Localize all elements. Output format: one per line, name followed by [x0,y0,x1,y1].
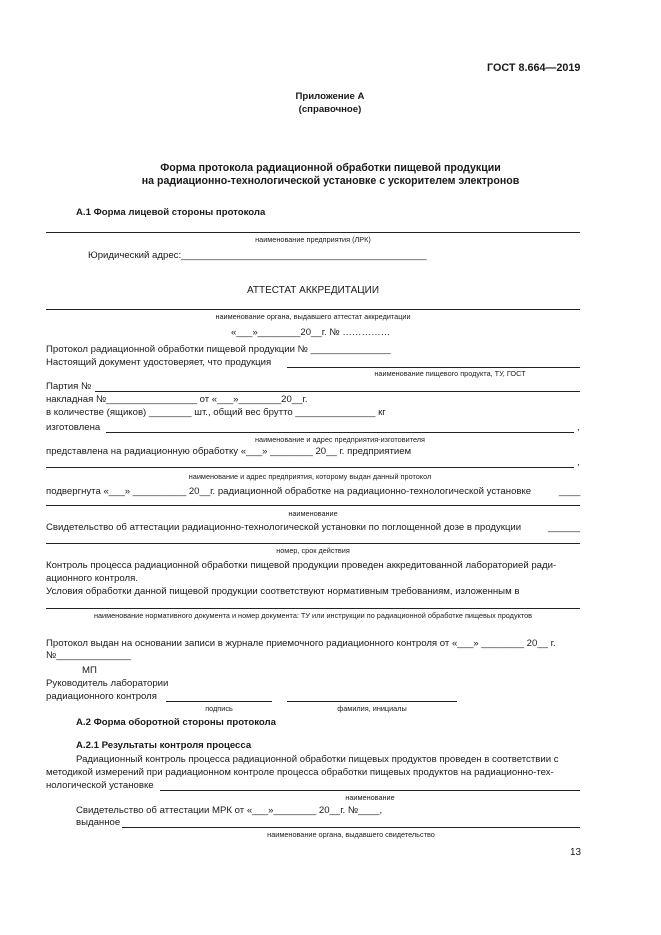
stamp-mark: МП [82,665,97,676]
caption-number: номер, срок действия [276,546,350,555]
blank: ____ [559,486,581,497]
fill-line [160,790,580,791]
caption-installation: наименование [288,509,338,518]
control-line-1: Контроль процесса радиационной обработки пищевой продукции проведен аккредитованной лабораторией ради- [46,560,557,571]
caption-signature: подпись [205,704,233,713]
issued-label: выданное [76,817,121,828]
invoice-line: накладная №_________________ от «___»________20__г. [46,394,308,405]
protocol-number-line: Протокол радиационной обработки пищевой продукции № _______________ [46,344,391,355]
page-number: 13 [570,847,582,858]
caption-normative: наименование нормативного документа и номер документа: ТУ или инструкции по радиационной обработке пищевых продуктов [93,611,533,620]
mrk-certificate-line: Свидетельство об аттестации МРК от «___»________ 20__г. №____, [76,805,383,816]
fill-line [46,232,580,233]
quantity-line: в количестве (ящиков) ________ шт., общий вес брутто _______________ кг [46,407,386,418]
control-line-2: ационного контроля. [46,573,138,584]
blank: ______ [548,522,581,533]
conditions-line: Условия обработки данной пищевой продукции соответствуют нормативным требованиям, изложенным в [46,586,520,597]
submitted-line: представлена на радиационную обработку «___» ________ 20__ г. предприятием [46,446,412,457]
section-a21-heading: А.2.1 Результаты контроля процесса [76,740,252,751]
batch-line: Партия № [46,381,92,392]
appendix-title: Приложение А [295,91,365,102]
fill-line [122,827,580,828]
manufactured-label: изготовлена [46,422,101,433]
appendix-subtitle: (справочное) [298,104,362,115]
fill-line [46,505,580,506]
comma: , [577,422,580,433]
para-line-3: нологической установке [46,780,154,791]
caption-manufacturer: наименование и адрес предприятия-изготовителя [255,435,425,444]
certifies-line: Настоящий документ удостоверяет, что продукция [46,357,272,368]
caption-product: наименование пищевого продукта, ТУ, ГОСТ [374,369,526,378]
fill-line [46,467,574,468]
legal-address: Юридический адрес:______________________________________________ [88,250,427,261]
caption-installation-name: наименование [345,793,395,802]
attestat-title: АТТЕСТАТ АККРЕДИТАЦИИ [246,285,380,296]
issued-basis-line: Протокол выдан на основании записи в журнале приемочного радиационного контроля от «___» ________ 20__ г. [46,638,556,649]
certificate-line: Свидетельство об аттестации радиационно-технологической установки по поглощенной дозе в продукции [46,522,522,533]
head-lab-line-2: радиационного контроля [46,691,157,702]
caption-organ-cert: наименование органа, выдавшего свидетельство [267,830,435,839]
fill-line [46,608,580,609]
subjected-line: подвергнута «___» __________ 20__г. радиационной обработке на радиационно-технологической установке [46,486,532,497]
signature-line [166,701,272,702]
caption-fio: фамилия, инициалы [337,704,407,713]
para-line-1: Радиационный контроль процесса радиационной обработки пищевых продуктов проведен в соответствии с [76,754,559,765]
fill-line [95,391,580,392]
caption-issuer: наименование и адрес предприятия, которому выдан данный протокол [188,472,432,481]
name-line [287,701,457,702]
caption-enterprise: наименование предприятия (ЛРК) [255,235,371,244]
para-line-2: методикой измерений при радиационном контроле процесса обработки пищевых продуктов на радиационно-тех- [46,767,554,778]
doc-title-line-1: Форма протокола радиационной обработки пищевой продукции [160,162,501,174]
gost-number: ГОСТ 8.664—2019 [487,62,581,74]
section-a1-heading: А.1 Форма лицевой стороны протокола [76,207,266,218]
head-lab-line-1: Руководитель лаборатории [46,678,169,689]
fill-line [287,367,580,368]
caption-organ: наименование органа, выдавшего аттестат аккредитации [215,312,411,321]
comma: , [577,457,580,468]
section-a2-heading: А.2 Форма оборотной стороны протокола [76,717,276,728]
fill-line [46,309,580,310]
record-number-line: №______________ [46,650,131,661]
fill-line [106,432,574,433]
date-number-line: «___»________20__г. № …………… [231,327,391,338]
fill-line [46,543,580,544]
doc-title-line-2: на радиационно-технологической установке с ускорителем электронов [141,175,520,187]
